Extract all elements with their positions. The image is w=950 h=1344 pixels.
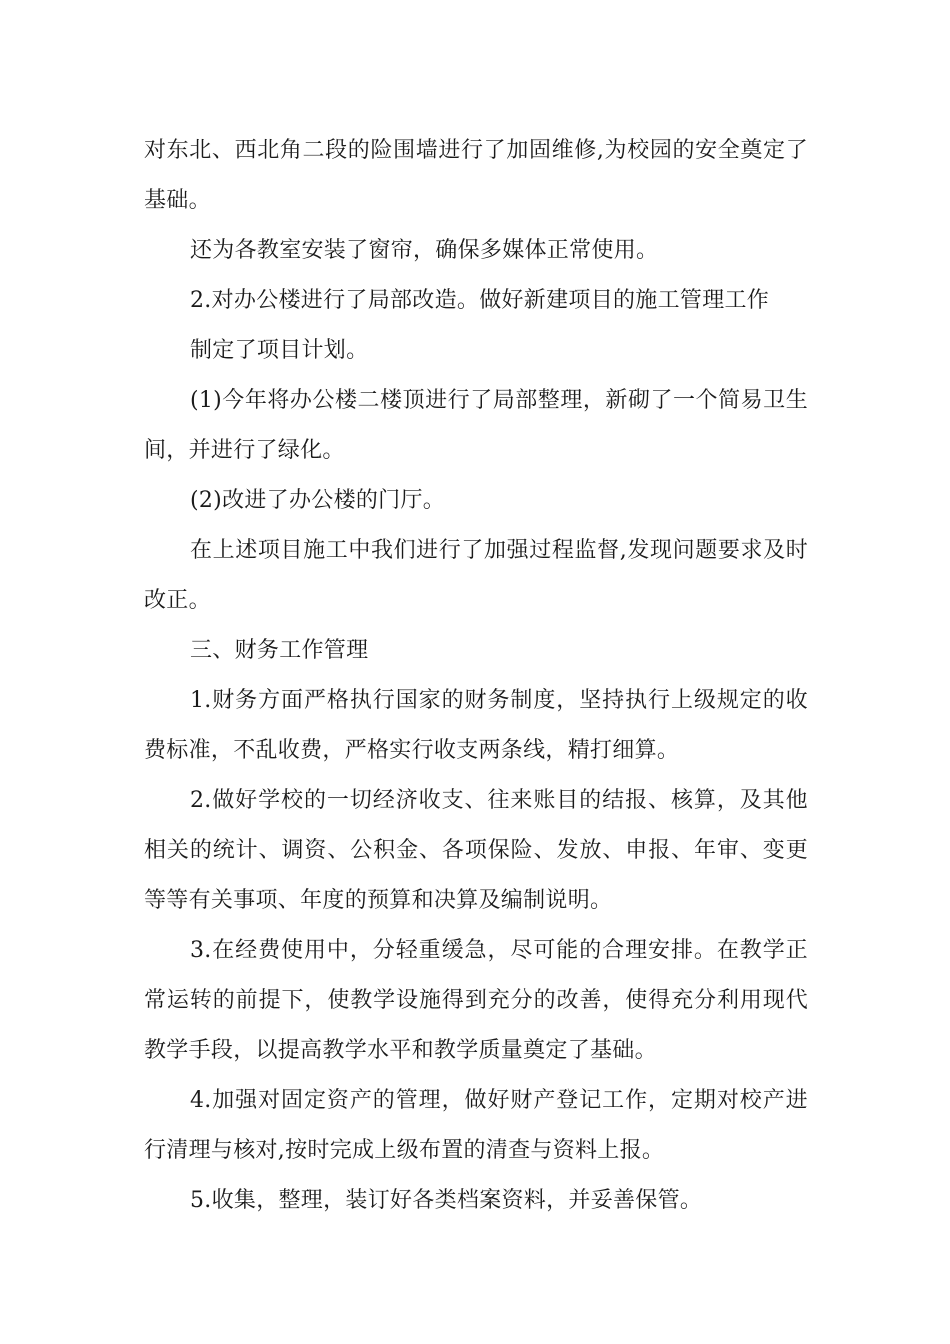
paragraph-12: 4.加强对固定资产的管理，做好财产登记工作，定期对校产进行清理与核对,按时完成上级布置的清查与资料上报。 xyxy=(144,1088,808,1163)
paragraph-13: 5.收集，整理，装订好各类档案资料，并妥善保管。 xyxy=(190,1188,703,1213)
paragraph-11: 3.在经费使用中，分轻重缓急，尽可能的合理安排。在教学正常运转的前提下，使教学设施得到充分的改善，使得充分利用现代教学手段，以提高教学水平和教学质量奠定了基础。 xyxy=(144,938,808,1063)
paragraph-9: 1.财务方面严格执行国家的财务制度，坚持执行上级规定的收费标准，不乱收费，严格实行收支两条线，精打细算。 xyxy=(144,688,808,763)
paragraph-3: 2.对办公楼进行了局部改造。做好新建项目的施工管理工作 xyxy=(190,288,770,313)
paragraph-6: (2)改进了办公楼的门厅。 xyxy=(190,488,446,513)
document-body xyxy=(144,126,808,1226)
paragraph-1: 对东北、西北角二段的险围墙进行了加固维修,为校园的安全奠定了基础。 xyxy=(144,138,808,213)
paragraph-7: 在上述项目施工中我们进行了加强过程监督,发现问题要求及时改正。 xyxy=(144,538,808,613)
paragraph-2: 还为各教室安装了窗帘，确保多媒体正常使用。 xyxy=(190,238,659,263)
paragraph-4: 制定了项目计划。 xyxy=(190,338,369,363)
paragraph-5: (1)今年将办公楼二楼顶进行了局部整理，新砌了一个简易卫生间，并进行了绿化。 xyxy=(144,388,808,463)
paragraph-10: 2.做好学校的一切经济收支、往来账目的结报、核算，及其他相关的统计、调资、公积金、各项保险、发放、申报、年审、变更等等有关事项、年度的预算和决算及编制说明。 xyxy=(144,788,808,913)
section-heading: 三、财务工作管理 xyxy=(190,638,369,663)
